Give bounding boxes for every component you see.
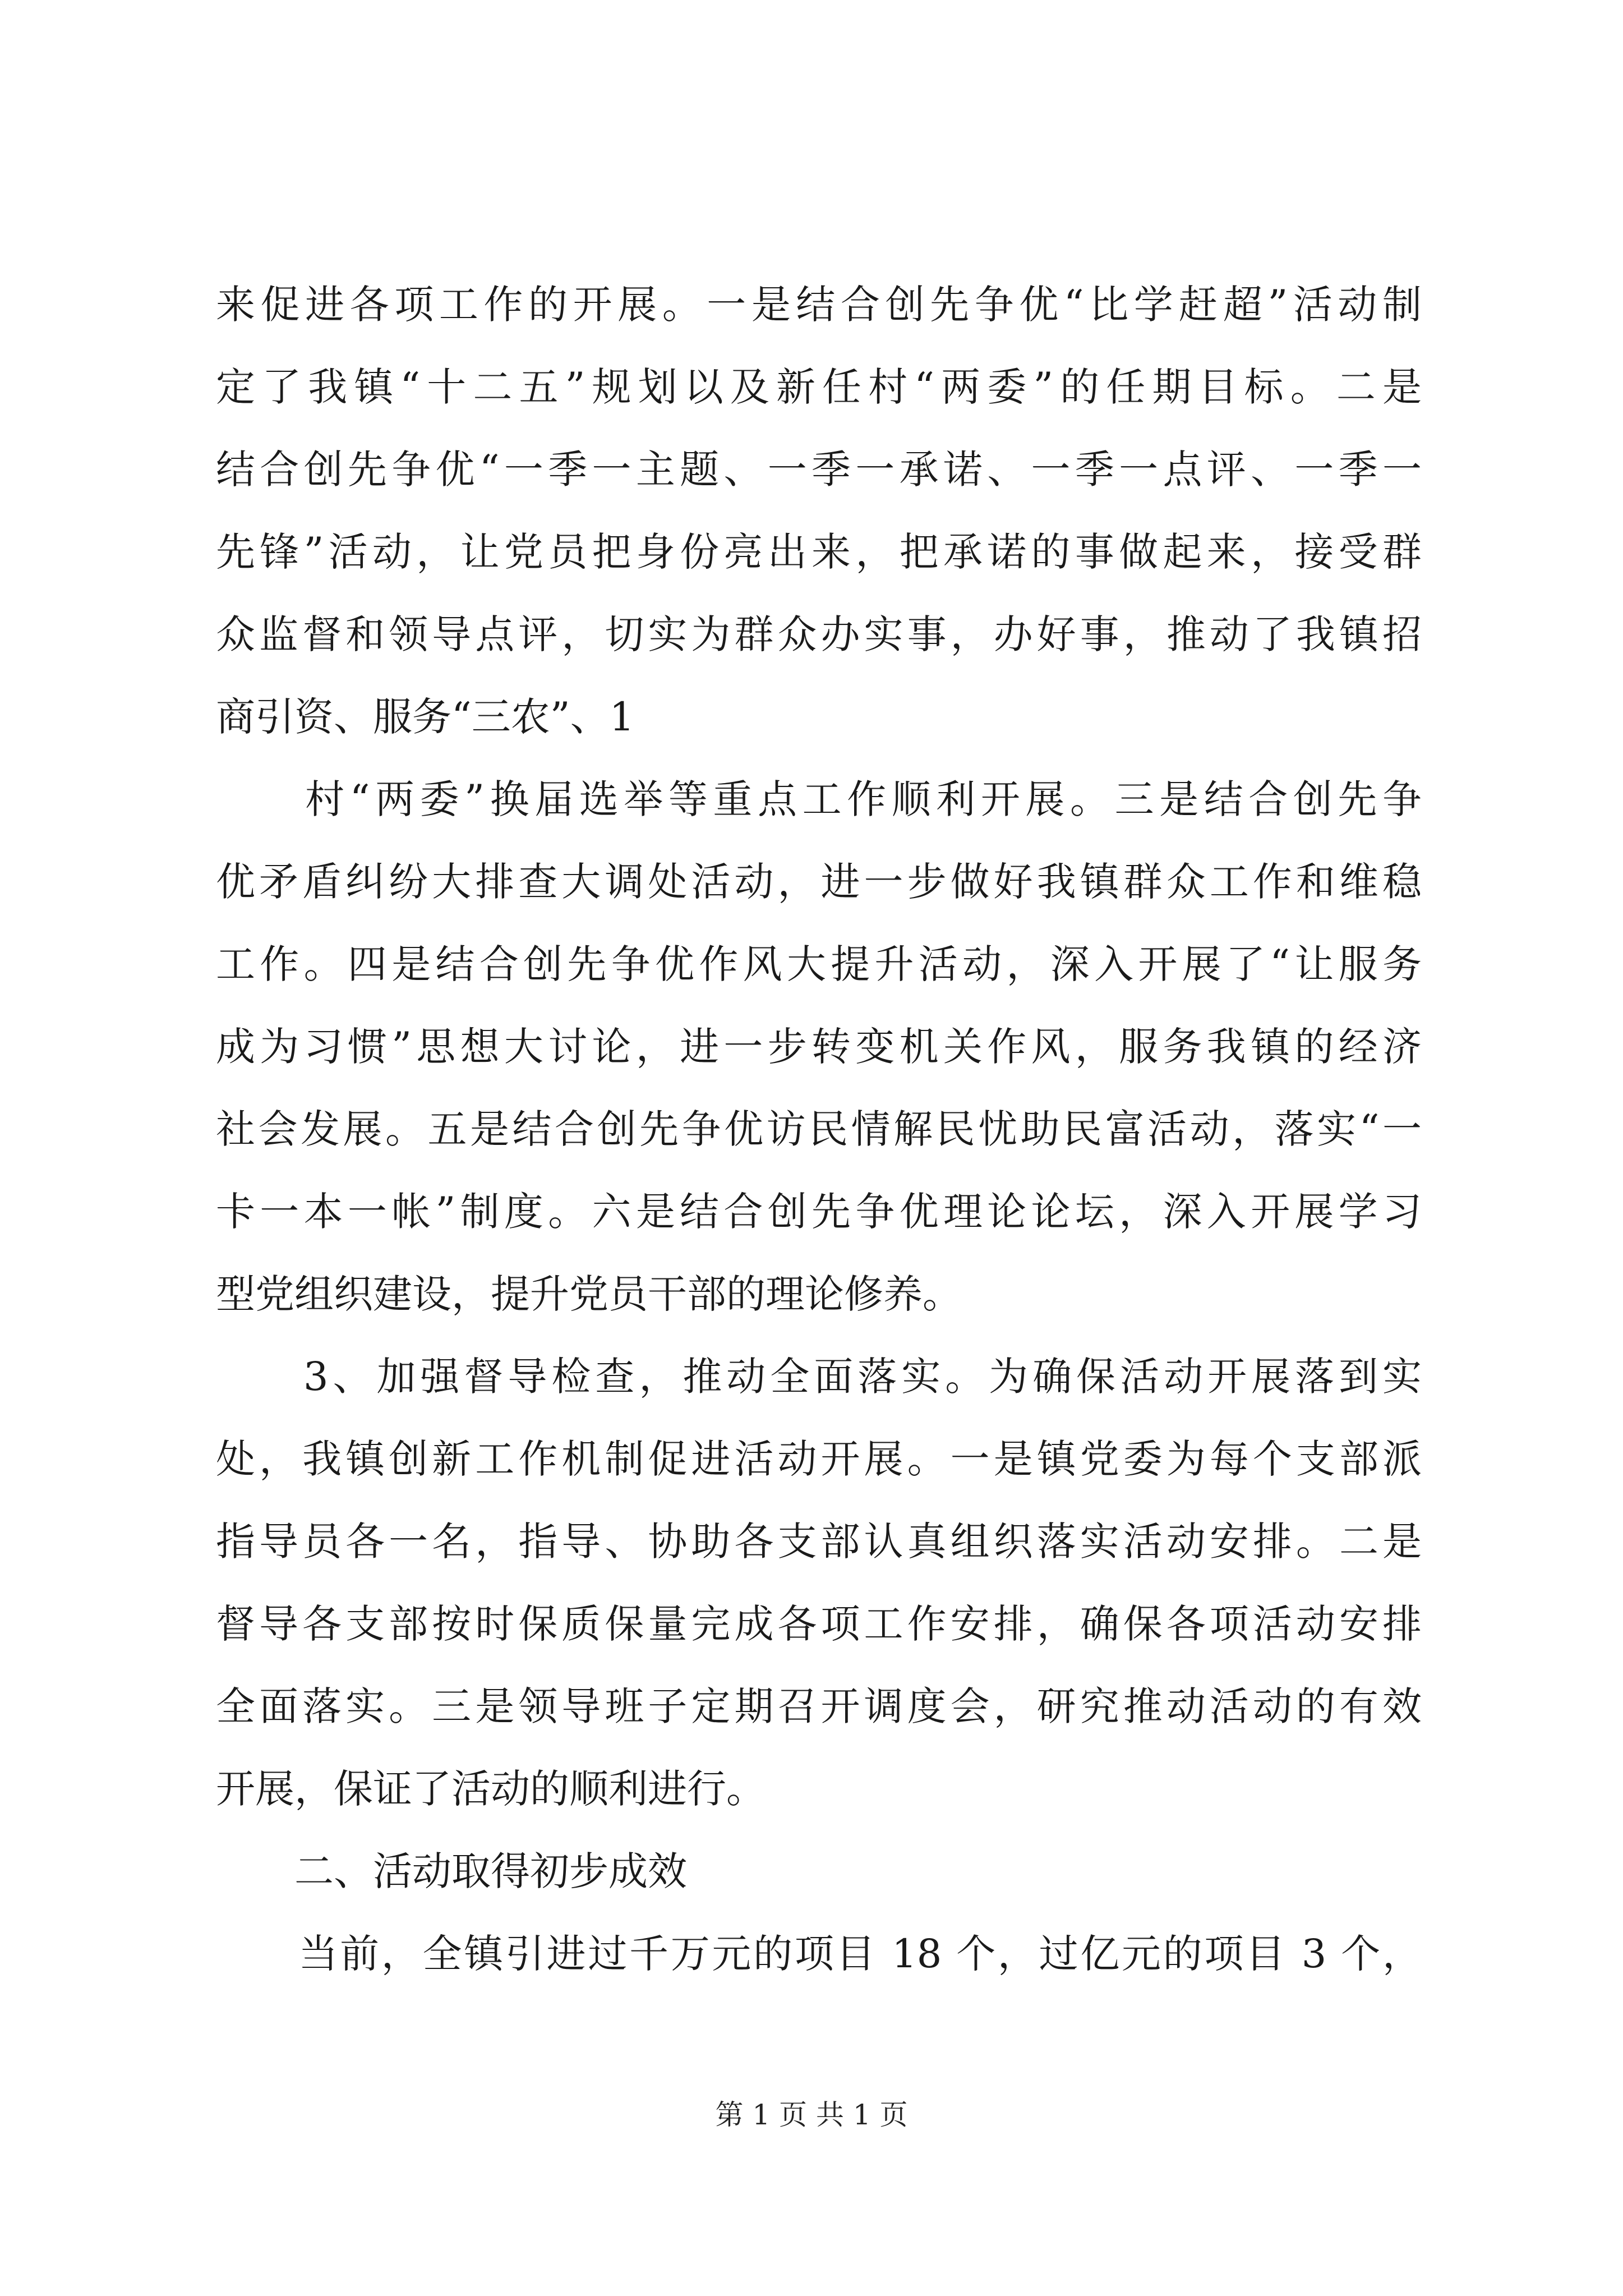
text-line: 众监督和领导点评，切实为群众办实事，办好事，推动了我镇招 bbox=[216, 611, 1422, 657]
text-line: 处，我镇创新工作机制促进活动开展。一是镇党委为每个支部派 bbox=[216, 1436, 1422, 1482]
page-footer: 第 1 页 共 1 页 bbox=[715, 2099, 908, 2131]
text-line: 工作。四是结合创先争优作风大提升活动，深入开展了“让服务 bbox=[216, 941, 1422, 987]
text-line: 成为习惯”思想大讨论，进一步转变机关作风，服务我镇的经济 bbox=[216, 1024, 1422, 1070]
text-line: 商引资、服务“三农”、1 bbox=[216, 694, 635, 740]
text-line: 当前，全镇引进过千万元的项目 18 个，过亿元的项目 3 个， bbox=[216, 1931, 1422, 1977]
text-line: 先锋”活动，让党员把身份亮出来，把承诺的事做起来，接受群 bbox=[216, 529, 1422, 575]
text-line: 卡一本一帐”制度。六是结合创先争优理论论坛，深入开展学习 bbox=[216, 1189, 1422, 1235]
text-line: 督导各支部按时保质保量完成各项工作安排，确保各项活动安排 bbox=[216, 1601, 1422, 1647]
text-line: 结合创先争优“一季一主题、一季一承诺、一季一点评、一季一 bbox=[216, 447, 1422, 493]
text-line: 优矛盾纠纷大排查大调处活动，进一步做好我镇群众工作和维稳 bbox=[216, 859, 1422, 905]
document-body bbox=[216, 264, 1422, 1995]
text-line: 村“两委”换届选举等重点工作顺利开展。三是结合创先争 bbox=[216, 776, 1422, 822]
text-line: 来促进各项工作的开展。一是结合创先争优“比学赶超”活动制 bbox=[216, 282, 1422, 328]
text-line: 开展，保证了活动的顺利进行。 bbox=[216, 1766, 766, 1812]
paragraph bbox=[216, 758, 1422, 1336]
section-heading bbox=[216, 1830, 1422, 1913]
text-line: 指导员各一名，指导、协助各支部认真组织落实活动安排。二是 bbox=[216, 1519, 1422, 1565]
text-line: 3、加强督导检查，推动全面落实。为确保活动开展落到实 bbox=[216, 1354, 1422, 1400]
text-line: 全面落实。三是领导班子定期召开调度会，研究推动活动的有效 bbox=[216, 1683, 1422, 1729]
paragraph bbox=[216, 1913, 1422, 1995]
text-line: 定了我镇“十二五”规划以及新任村“两委”的任期目标。二是 bbox=[216, 364, 1422, 410]
heading-line: 二、活动取得初步成效 bbox=[216, 1848, 687, 1894]
paragraph bbox=[216, 264, 1422, 758]
text-line: 社会发展。五是结合创先争优访民情解民忧助民富活动，落实“一 bbox=[216, 1106, 1422, 1152]
text-line: 型党组织建设，提升党员干部的理论修养。 bbox=[216, 1271, 962, 1317]
paragraph bbox=[216, 1336, 1422, 1830]
